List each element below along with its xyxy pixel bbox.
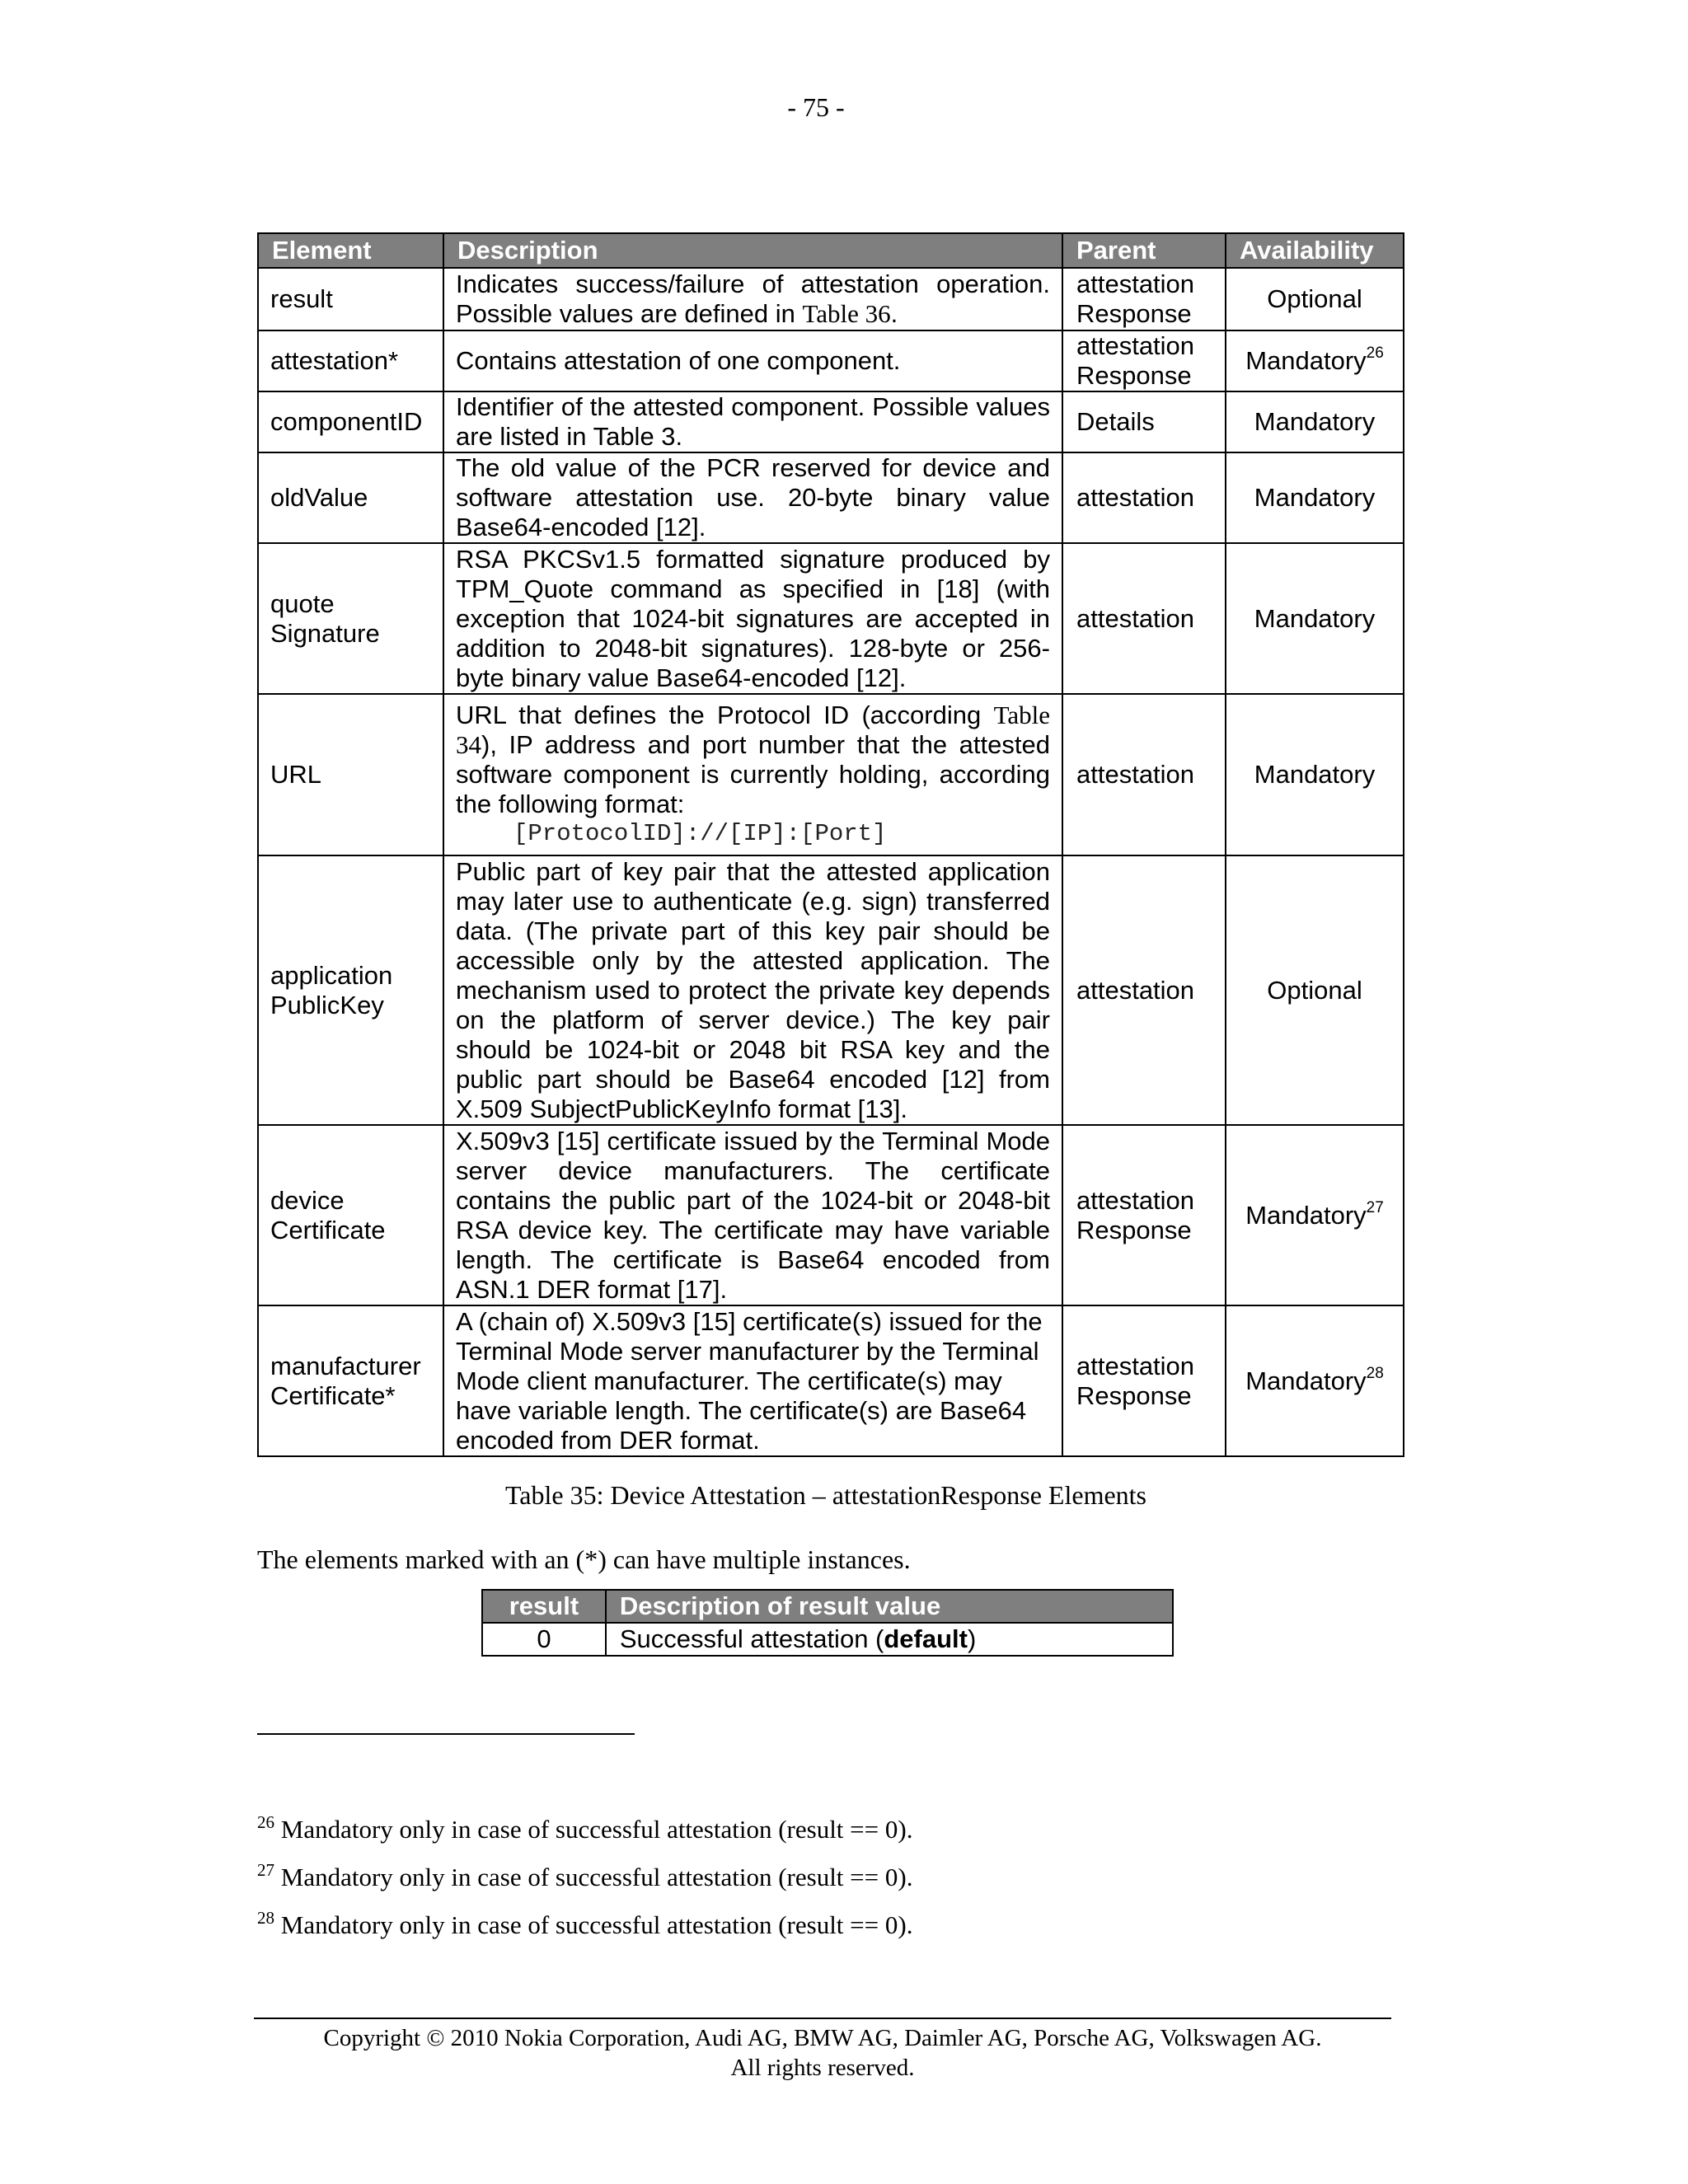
availability-cell: Mandatory	[1226, 543, 1404, 694]
footnote-text: Mandatory only in case of successful attestation (result == 0).	[280, 1863, 913, 1891]
element-cell: result	[258, 268, 443, 330]
footnote-text: Mandatory only in case of successful attestation (result == 0).	[280, 1815, 913, 1844]
result-desc-bold: default	[884, 1624, 968, 1653]
description-cell: The old value of the PCR reserved for device and software attestation use. 20-byte binary value Base64-encoded [12].	[443, 452, 1062, 543]
parent-cell: attestation	[1062, 855, 1226, 1125]
header-availability: Availability	[1226, 233, 1404, 268]
table-row	[482, 1623, 1173, 1656]
description-tail: .	[890, 299, 898, 328]
parent-cell: attestation	[1062, 452, 1226, 543]
description-cell	[443, 268, 1062, 330]
parent-cell: attestation	[1062, 543, 1226, 694]
element-cell: application PublicKey	[258, 855, 443, 1125]
element-cell: device Certificate	[258, 1125, 443, 1305]
parent-cell: Details	[1062, 391, 1226, 452]
footnote-text: Mandatory only in case of successful attestation (result == 0).	[280, 1910, 913, 1939]
header-element: Element	[258, 233, 443, 268]
parent-cell: attestation Response	[1062, 330, 1226, 391]
description-cell: Identifier of the attested component. Possible values are listed in Table 3.	[443, 391, 1062, 452]
description-cell: RSA PKCSv1.5 formatted signature produced by TPM_Quote command as specified in [18] (with exception that 1024-bit signatures are accepted in addition to 2048-bit signatures). 128-byte or 256-byte binary value Base64-encoded [12].	[443, 543, 1062, 694]
table-reference: Table 34	[456, 701, 1050, 759]
availability-cell	[1226, 330, 1404, 391]
availability-text: Mandatory	[1245, 1200, 1367, 1230]
availability-text: Mandatory	[1245, 346, 1367, 375]
element-cell: attestation*	[258, 330, 443, 391]
parent-cell: attestation	[1062, 694, 1226, 855]
table-header-row	[482, 1590, 1173, 1623]
description-cell: X.509v3 [15] certificate issued by the Terminal Mode server device manufacturers. The certificate contains the public part of the 1024-bit or 2048-bit RSA device key. The certificate may have variable length. The certificate is Base64 encoded from ASN.1 DER format [17].	[443, 1125, 1062, 1305]
element-cell: manufacturer Certificate*	[258, 1305, 443, 1456]
table-reference: Table 36	[802, 299, 891, 328]
parent-cell: attestation Response	[1062, 1125, 1226, 1305]
table-row	[258, 1305, 1404, 1456]
copyright-footer	[254, 2023, 1391, 2083]
footnote-27	[257, 1860, 913, 1892]
header-result-description: Description of result value	[606, 1590, 1173, 1623]
availability-cell: Optional	[1226, 855, 1404, 1125]
header-parent: Parent	[1062, 233, 1226, 268]
availability-cell	[1226, 1125, 1404, 1305]
footnote-ref: 28	[1366, 1364, 1384, 1382]
table-caption: Table 35: Device Attestation – attestationResponse Elements	[504, 1480, 1146, 1510]
availability-cell	[1226, 1305, 1404, 1456]
header-result: result	[482, 1590, 606, 1623]
result-desc-post: )	[968, 1624, 977, 1653]
footnote-ref: 26	[1366, 344, 1384, 362]
element-cell: oldValue	[258, 452, 443, 543]
footnote-26	[257, 1812, 913, 1844]
description-cell	[443, 694, 1062, 855]
availability-text: Mandatory	[1245, 1366, 1367, 1395]
parent-cell: attestation Response	[1062, 268, 1226, 330]
table-row	[258, 855, 1404, 1125]
attestation-response-elements-table	[257, 232, 1404, 1457]
description-cell: A (chain of) X.509v3 [15] certificate(s) issued for the Terminal Mode server manufacturer by the Terminal Mode client manufacturer. The certificate(s) may have variable length. The certificate(s) are Base64 encoded from DER format.	[443, 1305, 1062, 1456]
footnote-ref: 27	[1366, 1198, 1384, 1216]
footnote-number: 27	[257, 1860, 274, 1880]
table-header-row	[258, 233, 1404, 268]
availability-cell: Optional	[1226, 268, 1404, 330]
description-text: Indicates success/failure of attestation operation. Possible values are defined in	[456, 269, 1050, 328]
table-row	[258, 330, 1404, 391]
result-values-table	[481, 1589, 1174, 1657]
description-tail: ), IP address and port number that the attested software component is currently holding, according the following format:	[456, 730, 1050, 818]
result-description-cell	[606, 1623, 1173, 1656]
parent-cell: attestation Response	[1062, 1305, 1226, 1456]
copyright-line: Copyright © 2010 Nokia Corporation, Audi AG, BMW AG, Daimler AG, Porsche AG, Volkswagen AG.	[323, 2025, 1322, 2051]
description-cell: Public part of key pair that the attested application may later use to authenticate (e.g. sign) transferred data. (The private part of this key pair should be accessible only by the attested application. The mechanism used to protect the private key depends on the platform of server device.) The key pair should be 1024-bit or 2048 bit RSA key and the public part should be Base64 encoded [12] from X.509 SubjectPublicKeyInfo format [13].	[443, 855, 1062, 1125]
table-row	[258, 543, 1404, 694]
result-value-cell: 0	[482, 1623, 606, 1656]
rights-line: All rights reserved.	[730, 2055, 915, 2081]
element-cell: componentID	[258, 391, 443, 452]
footnote-28	[257, 1910, 912, 1940]
description-text: URL that defines the Protocol ID (according	[456, 701, 994, 729]
description-cell: Contains attestation of one component.	[443, 330, 1062, 391]
footnote-number: 26	[257, 1812, 274, 1832]
element-cell: quote Signature	[258, 543, 443, 694]
table-row	[258, 1125, 1404, 1305]
footer-separator	[254, 2018, 1391, 2019]
availability-cell: Mandatory	[1226, 391, 1404, 452]
multiple-instances-note: The elements marked with an (*) can have multiple instances.	[257, 1544, 911, 1574]
table-row	[258, 452, 1404, 543]
table-row	[258, 391, 1404, 452]
page-number: - 75 -	[787, 92, 845, 122]
result-desc-pre: Successful attestation (	[619, 1624, 884, 1653]
footnote-number: 28	[257, 1908, 274, 1928]
availability-cell: Mandatory	[1226, 452, 1404, 543]
table-row	[258, 268, 1404, 330]
header-description: Description	[443, 233, 1062, 268]
url-format-code: [ProtocolID]://[IP]:[Port]	[513, 820, 887, 847]
table-row	[258, 694, 1404, 855]
availability-cell: Mandatory	[1226, 694, 1404, 855]
element-cell: URL	[258, 694, 443, 855]
footnote-separator	[257, 1733, 635, 1735]
